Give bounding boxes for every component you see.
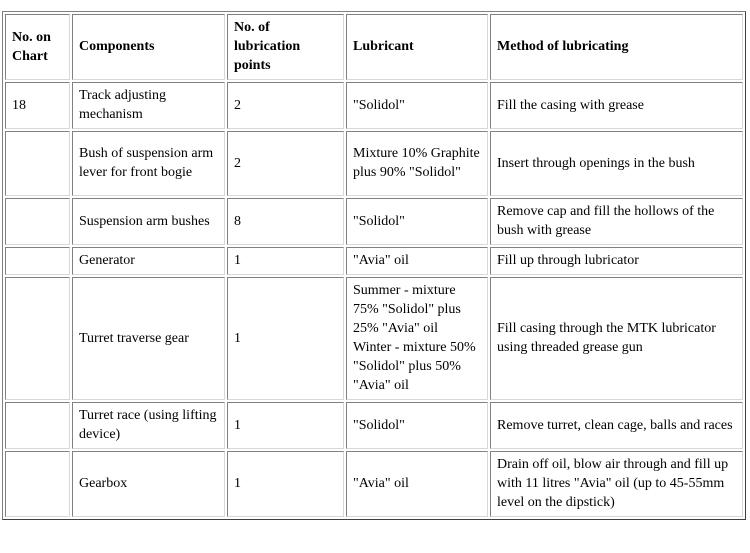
cell-chart-no [5,131,70,196]
cell-method: Fill the casing with grease [490,82,743,129]
cell-lubricant: Mixture 10% Graphite plus 90% "Solidol" [346,131,488,196]
cell-points: 1 [227,402,344,449]
header-components: Components [72,14,225,80]
cell-chart-no [5,277,70,400]
table-row [5,82,743,129]
cell-component: Turret traverse gear [72,277,225,400]
cell-chart-no: 18 [5,82,70,129]
cell-lubricant: "Solidol" [346,198,488,245]
cell-method: Drain off oil, blow air through and fill up with 11 litres "Avia" oil (up to 45-55mm level on the dipstick) [490,451,743,517]
table-row [5,451,743,517]
cell-chart-no [5,402,70,449]
cell-component: Gearbox [72,451,225,517]
cell-points: 2 [227,131,344,196]
cell-component: Turret race (using lifting device) [72,402,225,449]
cell-method: Remove turret, clean cage, balls and races [490,402,743,449]
cell-component: Bush of suspension arm lever for front bogie [72,131,225,196]
cell-method: Fill casing through the MTK lubricator using threaded grease gun [490,277,743,400]
header-points: No. of lubrication points [227,14,344,80]
table-row [5,247,743,275]
cell-component: Suspension arm bushes [72,198,225,245]
cell-lubricant: "Avia" oil [346,451,488,517]
cell-chart-no [5,198,70,245]
header-chart-no: No. on Chart [5,14,70,80]
cell-method: Fill up through lubricator [490,247,743,275]
table-row [5,277,743,400]
cell-component: Generator [72,247,225,275]
cell-points: 8 [227,198,344,245]
cell-lubricant: "Avia" oil [346,247,488,275]
cell-component: Track adjusting mechanism [72,82,225,129]
cell-chart-no [5,247,70,275]
cell-lubricant: "Solidol" [346,402,488,449]
cell-lubricant: "Solidol" [346,82,488,129]
cell-lubricant: Summer - mixture 75% "Solidol" plus 25% "Avia" oil Winter - mixture 50% "Solidol" plus 50% "Avia" oil [346,277,488,400]
table-row [5,131,743,196]
cell-method: Remove cap and fill the hollows of the bush with grease [490,198,743,245]
cell-points: 1 [227,451,344,517]
table-row [5,198,743,245]
header-method: Method of lubricating [490,14,743,80]
header-row [5,14,743,80]
cell-method: Insert through openings in the bush [490,131,743,196]
cell-points: 2 [227,82,344,129]
cell-points: 1 [227,247,344,275]
table-row [5,402,743,449]
header-lubricant: Lubricant [346,14,488,80]
cell-chart-no [5,451,70,517]
lubrication-table [2,11,746,520]
cell-points: 1 [227,277,344,400]
